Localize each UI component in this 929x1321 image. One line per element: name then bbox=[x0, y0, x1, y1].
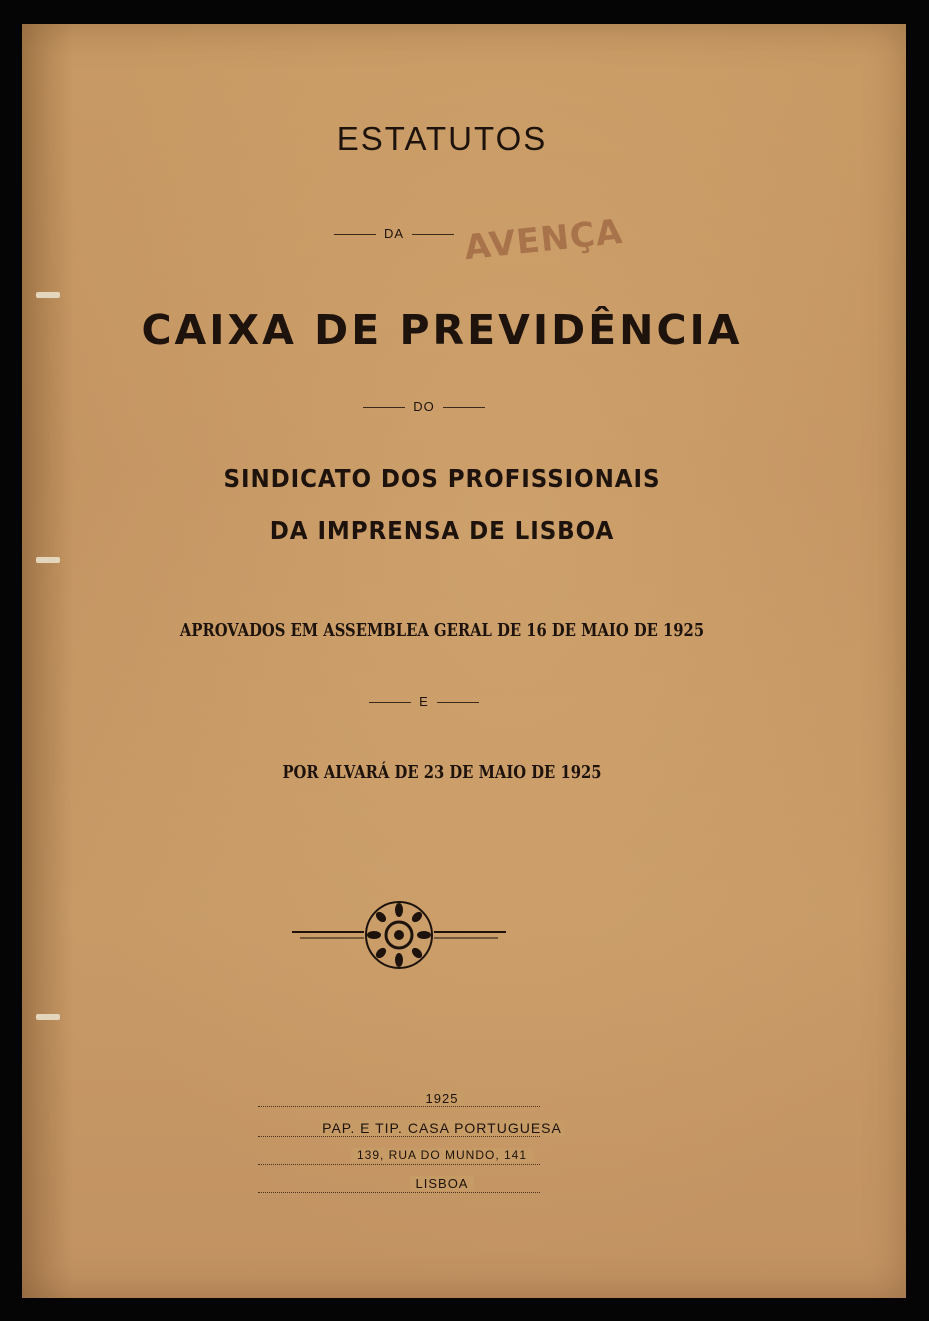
cover-title: ESTATUTOS bbox=[336, 120, 548, 157]
imprint-address-text: 139, RUA DO MUNDO, 141 bbox=[351, 1148, 533, 1162]
connector-e-text: E bbox=[419, 694, 429, 709]
imprint-printer bbox=[0, 1120, 884, 1136]
connector-do-text: DO bbox=[413, 399, 435, 414]
sindicato-line-2: DA IMPRENSA DE LISBOA bbox=[269, 516, 615, 545]
imprint-rule bbox=[258, 1164, 540, 1165]
connector-do bbox=[0, 399, 866, 414]
imprint-city bbox=[0, 1176, 884, 1191]
binding-stitch bbox=[36, 557, 60, 563]
document-cover bbox=[22, 24, 906, 1298]
imprint-year-text: 1925 bbox=[420, 1091, 465, 1106]
imprint-year bbox=[0, 1091, 884, 1106]
imprint-rule bbox=[258, 1192, 540, 1193]
sindicato-line-1: SINDICATO DOS PROFISSIONAIS bbox=[223, 464, 661, 493]
approval-line: APROVADOS EM ASSEMBLEA GERAL DE 16 DE MAIO DE 1925 bbox=[179, 620, 705, 641]
alvara-line: POR ALVARÁ DE 23 DE MAIO DE 1925 bbox=[282, 762, 602, 783]
imprint-city-text: LISBOA bbox=[410, 1176, 475, 1191]
binding-stitch bbox=[36, 292, 60, 298]
avenca-stamp: AVENÇA bbox=[462, 211, 625, 269]
imprint-rule bbox=[258, 1106, 540, 1107]
imprint-address bbox=[0, 1148, 884, 1162]
binding-stitch bbox=[36, 1014, 60, 1020]
connector-e bbox=[0, 694, 866, 709]
imprint-printer-text: PAP. E TIP. CASA PORTUGUESA bbox=[322, 1120, 562, 1136]
rosette-ornament-icon bbox=[290, 896, 510, 976]
imprint-rule bbox=[258, 1136, 540, 1137]
connector-da bbox=[0, 226, 836, 241]
connector-da-text: DA bbox=[383, 226, 405, 241]
main-title: CAIXA DE PREVIDÊNCIA bbox=[141, 306, 743, 354]
